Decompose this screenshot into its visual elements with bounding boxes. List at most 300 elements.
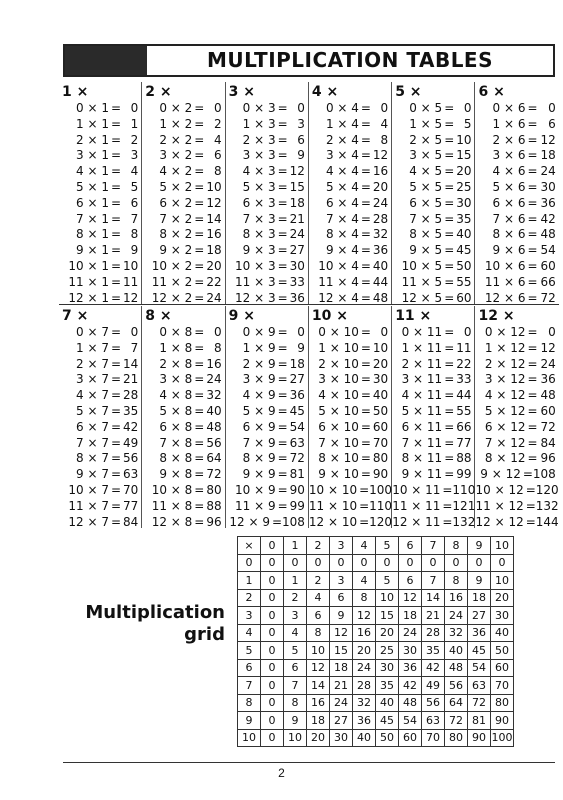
equals-sign: = — [527, 451, 538, 466]
grid-cell: 0 — [261, 537, 284, 555]
expression: 3 × 11 — [401, 372, 443, 387]
product: 5 — [463, 116, 472, 131]
product: 35 — [456, 211, 472, 226]
times-table-heading: 11 × — [395, 308, 432, 324]
grid-cell: 0 — [261, 659, 284, 677]
expression: 9 × 9 — [242, 467, 276, 482]
times-table-line — [309, 404, 391, 420]
product: 42 — [540, 211, 556, 226]
product: 25 — [456, 179, 472, 194]
times-table-line — [59, 372, 141, 388]
expression: 1 × 11 — [401, 340, 443, 355]
product: 24 — [540, 356, 556, 371]
expression: 1 × 6 — [492, 116, 526, 131]
times-table-line — [59, 180, 141, 196]
times-table-line — [392, 515, 474, 531]
times-table-line — [475, 101, 558, 117]
equals-sign: = — [194, 274, 205, 289]
times-table — [142, 306, 225, 528]
equals-sign: = — [277, 372, 288, 387]
product: 40 — [456, 227, 472, 242]
product: 10 — [206, 179, 222, 194]
grid-cell: 0 — [284, 554, 307, 572]
equals-sign: = — [111, 258, 122, 273]
grid-cell: 9 — [284, 712, 307, 730]
expression: 9 × 8 — [159, 467, 193, 482]
times-table-line — [475, 212, 558, 228]
times-table — [309, 306, 392, 528]
product: 32 — [206, 388, 222, 403]
equals-sign: = — [111, 211, 122, 226]
grid-cell: 7 — [238, 677, 261, 695]
grid-cell: 5 — [376, 572, 399, 590]
product: 44 — [372, 274, 389, 289]
equals-sign: = — [444, 451, 455, 466]
times-table-line — [309, 275, 391, 291]
equals-sign: = — [111, 340, 122, 355]
equals-sign: = — [360, 227, 371, 242]
equals-sign: = — [444, 211, 455, 226]
times-table-line — [142, 357, 224, 373]
product: 48 — [206, 419, 222, 434]
times-table-line — [59, 483, 141, 499]
grid-cell: 12 — [330, 624, 353, 642]
grid-cell: 10 — [376, 589, 399, 607]
grid-cell: 10 — [284, 729, 307, 747]
expression: 12 × 5 — [401, 290, 443, 305]
times-table-line — [226, 148, 308, 164]
equals-sign: = — [194, 403, 205, 418]
grid-cell: 1 — [284, 572, 307, 590]
grid-cell: 1 — [238, 572, 261, 590]
grid-cell: 27 — [468, 607, 491, 625]
product: 12 — [289, 164, 305, 179]
product: 42 — [123, 419, 139, 434]
equals-sign: = — [277, 195, 288, 210]
times-table-line — [475, 420, 558, 436]
equals-sign: = — [277, 498, 288, 513]
expression: 7 × 2 — [159, 211, 193, 226]
equals-sign: = — [527, 388, 538, 403]
grid-cell: 70 — [422, 729, 445, 747]
grid-cell: 16 — [307, 694, 330, 712]
equals-sign: = — [194, 356, 205, 371]
equals-sign: = — [194, 243, 205, 258]
times-table-line — [392, 420, 474, 436]
product: 32 — [372, 227, 389, 242]
expression: 12 × 4 — [318, 290, 359, 305]
grid-row — [238, 694, 514, 712]
product: 8 — [380, 132, 389, 147]
times-table-line — [226, 227, 308, 243]
product: 24 — [206, 372, 222, 387]
expression: 11 × 9 — [235, 498, 276, 513]
grid-cell: 27 — [330, 712, 353, 730]
product: 55 — [456, 274, 472, 289]
grid-cell: 45 — [468, 642, 491, 660]
equals-sign: = — [277, 258, 288, 273]
grid-cell: 54 — [468, 659, 491, 677]
equals-sign: = — [360, 243, 371, 258]
expression: 11 × 5 — [401, 274, 443, 289]
equals-sign: = — [194, 195, 205, 210]
times-table-line — [475, 133, 558, 149]
grid-cell: 50 — [376, 729, 399, 747]
expression: 6 × 2 — [159, 195, 193, 210]
expression: 6 × 8 — [159, 419, 193, 434]
expression: 3 × 12 — [484, 372, 526, 387]
product: 9 — [297, 340, 305, 355]
equals-sign: = — [444, 258, 455, 273]
grid-cell: 0 — [330, 554, 353, 572]
equals-sign: = — [444, 403, 455, 418]
equals-sign: = — [444, 467, 455, 482]
product: 9 — [130, 243, 139, 258]
equals-sign: = — [111, 356, 122, 371]
product: 2 — [213, 116, 222, 131]
grid-cell: 7 — [422, 537, 445, 555]
product: 132 — [535, 498, 559, 513]
equals-sign: = — [277, 274, 288, 289]
expression: 4 × 11 — [401, 388, 443, 403]
expression: 7 × 4 — [325, 211, 359, 226]
expression: 6 × 5 — [409, 195, 443, 210]
expression: 9 × 6 — [492, 243, 526, 258]
grid-cell: 20 — [491, 589, 514, 607]
expression: 0 × 6 — [492, 101, 526, 115]
product: 4 — [130, 164, 139, 179]
expression: 6 × 6 — [492, 195, 526, 210]
times-table-line — [226, 325, 308, 341]
grid-cell: 6 — [284, 659, 307, 677]
expression: 1 × 8 — [159, 340, 193, 355]
product: 5 — [130, 179, 139, 194]
times-table-line — [142, 133, 224, 149]
grid-cell: 35 — [376, 677, 399, 695]
equals-sign: = — [194, 116, 205, 131]
equals-sign: = — [194, 435, 205, 450]
times-table-line — [392, 436, 474, 452]
grid-cell: 21 — [330, 677, 353, 695]
times-table-line — [226, 436, 308, 452]
product: 24 — [372, 195, 389, 210]
expression: 4 × 2 — [159, 164, 193, 179]
expression: 8 × 6 — [492, 227, 526, 242]
equals-sign: = — [111, 132, 122, 147]
times-table-line — [59, 467, 141, 483]
expression: 12 × 11 — [392, 514, 441, 529]
grid-cell: 36 — [468, 624, 491, 642]
expression: 3 × 5 — [409, 148, 443, 163]
grid-cell: 0 — [261, 607, 284, 625]
equals-sign: = — [360, 211, 371, 226]
times-table — [475, 306, 558, 528]
expression: 11 × 2 — [151, 274, 193, 289]
times-table-line — [142, 341, 224, 357]
product: 6 — [548, 116, 556, 131]
times-table-line — [226, 275, 308, 291]
product: 30 — [372, 372, 389, 387]
times-table-line — [392, 133, 474, 149]
expression: 9 × 11 — [401, 467, 443, 482]
expression: 0 × 3 — [242, 101, 276, 115]
times-table-line — [59, 148, 141, 164]
equals-sign: = — [527, 132, 538, 147]
product: 44 — [456, 388, 472, 403]
tables-row-2 — [59, 306, 559, 528]
times-table-line — [59, 341, 141, 357]
product: 88 — [206, 498, 222, 513]
equals-sign: = — [527, 274, 538, 289]
expression: 5 × 6 — [492, 179, 526, 194]
grid-cell: 0 — [307, 554, 330, 572]
product: 49 — [123, 435, 139, 450]
expression: 10 × 11 — [392, 482, 441, 497]
product: 36 — [372, 243, 389, 258]
grid-cell: 6 — [330, 589, 353, 607]
times-table-line — [309, 451, 391, 467]
expression: 1 × 3 — [242, 116, 276, 131]
grid-cell: 3 — [330, 537, 353, 555]
product: 6 — [130, 195, 139, 210]
grid-cell: 10 — [238, 729, 261, 747]
times-table-line — [226, 515, 308, 531]
expression: 0 × 2 — [159, 101, 193, 115]
times-table-line — [226, 451, 308, 467]
product: 0 — [380, 101, 389, 115]
expression: 8 × 8 — [159, 451, 193, 466]
product: 12 — [540, 340, 556, 355]
grid-cell: 1 — [284, 537, 307, 555]
equals-sign: = — [527, 116, 538, 131]
equals-sign: = — [111, 467, 122, 482]
times-table — [59, 306, 142, 528]
expression: 7 × 12 — [484, 435, 526, 450]
equals-sign: = — [111, 148, 122, 163]
times-table-line — [226, 483, 308, 499]
product: 27 — [289, 372, 305, 387]
product: 0 — [463, 101, 472, 115]
product: 96 — [540, 451, 556, 466]
expression: 11 × 7 — [68, 498, 109, 513]
product: 84 — [540, 435, 556, 450]
grid-cell: 3 — [284, 607, 307, 625]
expression: 10 × 3 — [235, 258, 276, 273]
equals-sign: = — [360, 116, 371, 131]
expression: 2 × 2 — [159, 132, 193, 147]
times-table-line — [475, 404, 558, 420]
times-table-line — [59, 227, 141, 243]
expression: 7 × 1 — [76, 211, 109, 226]
expression: 10 × 6 — [484, 258, 526, 273]
grid-cell: 24 — [445, 607, 468, 625]
times-table-line — [309, 515, 391, 531]
equals-sign: = — [111, 419, 122, 434]
times-table-line — [226, 388, 308, 404]
product: 45 — [289, 403, 305, 418]
grid-cell: 32 — [353, 694, 376, 712]
product: 15 — [456, 148, 472, 163]
product: 54 — [540, 243, 556, 258]
expression: 3 × 9 — [242, 372, 276, 387]
equals-sign: = — [444, 372, 455, 387]
grid-cell: 81 — [468, 712, 491, 730]
times-table — [392, 82, 475, 304]
product: 28 — [372, 211, 389, 226]
product: 56 — [206, 435, 222, 450]
grid-cell: 8 — [238, 694, 261, 712]
equals-sign: = — [194, 258, 205, 273]
expression: 10 × 9 — [235, 482, 276, 497]
times-table-line — [392, 212, 474, 228]
product: 10 — [372, 340, 389, 355]
expression: 12 × 6 — [484, 290, 526, 305]
product: 40 — [206, 403, 222, 418]
grid-cell: 8 — [445, 537, 468, 555]
times-table-line — [475, 357, 558, 373]
times-table-line — [392, 117, 474, 133]
product: 33 — [456, 372, 472, 387]
expression: 2 × 1 — [76, 132, 109, 147]
times-table-line — [475, 467, 558, 483]
equals-sign: = — [527, 435, 538, 450]
grid-cell: 0 — [261, 729, 284, 747]
expression: 3 × 8 — [159, 372, 193, 387]
equals-sign: = — [111, 195, 122, 210]
expression: 2 × 3 — [242, 132, 276, 147]
times-table-line — [59, 164, 141, 180]
expression: 3 × 3 — [242, 148, 276, 163]
grid-cell: 8 — [307, 624, 330, 642]
expression: 4 × 5 — [409, 164, 443, 179]
expression: 4 × 7 — [76, 388, 109, 403]
product: 21 — [123, 372, 139, 387]
grid-cell: 0 — [261, 712, 284, 730]
equals-sign: = — [194, 467, 205, 482]
equals-sign: = — [527, 340, 538, 355]
product: 11 — [123, 274, 139, 289]
product: 24 — [540, 164, 556, 179]
times-table-line — [392, 148, 474, 164]
expression: 10 × 8 — [151, 482, 193, 497]
expression: 2 × 4 — [325, 132, 359, 147]
equals-sign: = — [111, 325, 122, 339]
grid-cell: 14 — [422, 589, 445, 607]
expression: 0 × 4 — [325, 101, 359, 115]
grid-label — [70, 602, 225, 646]
times-table-line — [392, 243, 474, 259]
product: 108 — [532, 467, 556, 482]
equals-sign: = — [527, 258, 538, 273]
expression: 6 × 7 — [76, 419, 109, 434]
product: 0 — [297, 101, 305, 115]
grid-cell: 12 — [399, 589, 422, 607]
times-table-line — [142, 117, 224, 133]
product: 110 — [369, 498, 393, 513]
equals-sign: = — [442, 498, 453, 513]
grid-cell: 10 — [491, 572, 514, 590]
expression: 8 × 10 — [318, 451, 359, 466]
expression: 2 × 6 — [492, 132, 526, 147]
times-table-line — [226, 357, 308, 373]
grid-cell: 5 — [376, 537, 399, 555]
times-table-line — [475, 499, 558, 515]
equals-sign: = — [194, 227, 205, 242]
times-table-line — [309, 243, 391, 259]
times-table-heading: 10 × — [311, 308, 348, 324]
product: 30 — [289, 258, 305, 273]
times-table-heading: 2 × — [145, 84, 172, 100]
product: 1 — [130, 116, 139, 131]
grid-cell: 60 — [399, 729, 422, 747]
expression: 7 × 6 — [492, 211, 526, 226]
equals-sign: = — [111, 101, 122, 115]
equals-sign: = — [444, 227, 455, 242]
grid-cell: 15 — [376, 607, 399, 625]
product: 18 — [540, 148, 556, 163]
product: 63 — [123, 467, 139, 482]
grid-cell: 9 — [330, 607, 353, 625]
equals-sign: = — [277, 243, 288, 258]
equals-sign: = — [527, 164, 538, 179]
expression: 12 × 10 — [308, 514, 358, 529]
expression: 9 × 1 — [76, 243, 109, 258]
times-table-line — [309, 291, 391, 307]
expression: 6 × 3 — [242, 195, 276, 210]
grid-cell: 40 — [491, 624, 514, 642]
expression: 0 × 1 — [76, 101, 109, 115]
times-table-line — [309, 341, 391, 357]
equals-sign: = — [444, 101, 455, 115]
equals-sign: = — [360, 132, 371, 147]
product: 0 — [213, 325, 222, 339]
equals-sign: = — [360, 274, 371, 289]
product: 24 — [289, 227, 305, 242]
grid-cell: 0 — [422, 554, 445, 572]
times-table-line — [309, 259, 391, 275]
times-table-line — [392, 404, 474, 420]
product: 36 — [289, 290, 305, 305]
equals-sign: = — [442, 482, 453, 497]
expression: 11 × 11 — [392, 498, 441, 513]
equals-sign: = — [527, 211, 538, 226]
equals-sign: = — [360, 403, 371, 418]
expression: 10 × 7 — [68, 482, 109, 497]
expression: 9 × 2 — [159, 243, 193, 258]
times-table-line — [142, 291, 224, 307]
expression: 9 × 3 — [242, 243, 276, 258]
product: 27 — [289, 243, 305, 258]
product: 16 — [206, 227, 222, 242]
times-table-line — [59, 291, 141, 307]
product: 7 — [130, 340, 139, 355]
times-table-heading: 5 × — [395, 84, 422, 100]
times-table-line — [309, 117, 391, 133]
equals-sign: = — [359, 514, 370, 529]
product: 55 — [456, 403, 472, 418]
expression: 0 × 7 — [76, 325, 109, 339]
expression: 4 × 8 — [159, 388, 193, 403]
product: 18 — [289, 356, 305, 371]
times-table-line — [475, 275, 558, 291]
equals-sign: = — [111, 388, 122, 403]
grid-cell: 72 — [468, 694, 491, 712]
grid-cell: 54 — [399, 712, 422, 730]
expression: 3 × 2 — [159, 148, 193, 163]
equals-sign: = — [360, 340, 371, 355]
times-table-line — [475, 196, 558, 212]
times-table-line — [142, 436, 224, 452]
